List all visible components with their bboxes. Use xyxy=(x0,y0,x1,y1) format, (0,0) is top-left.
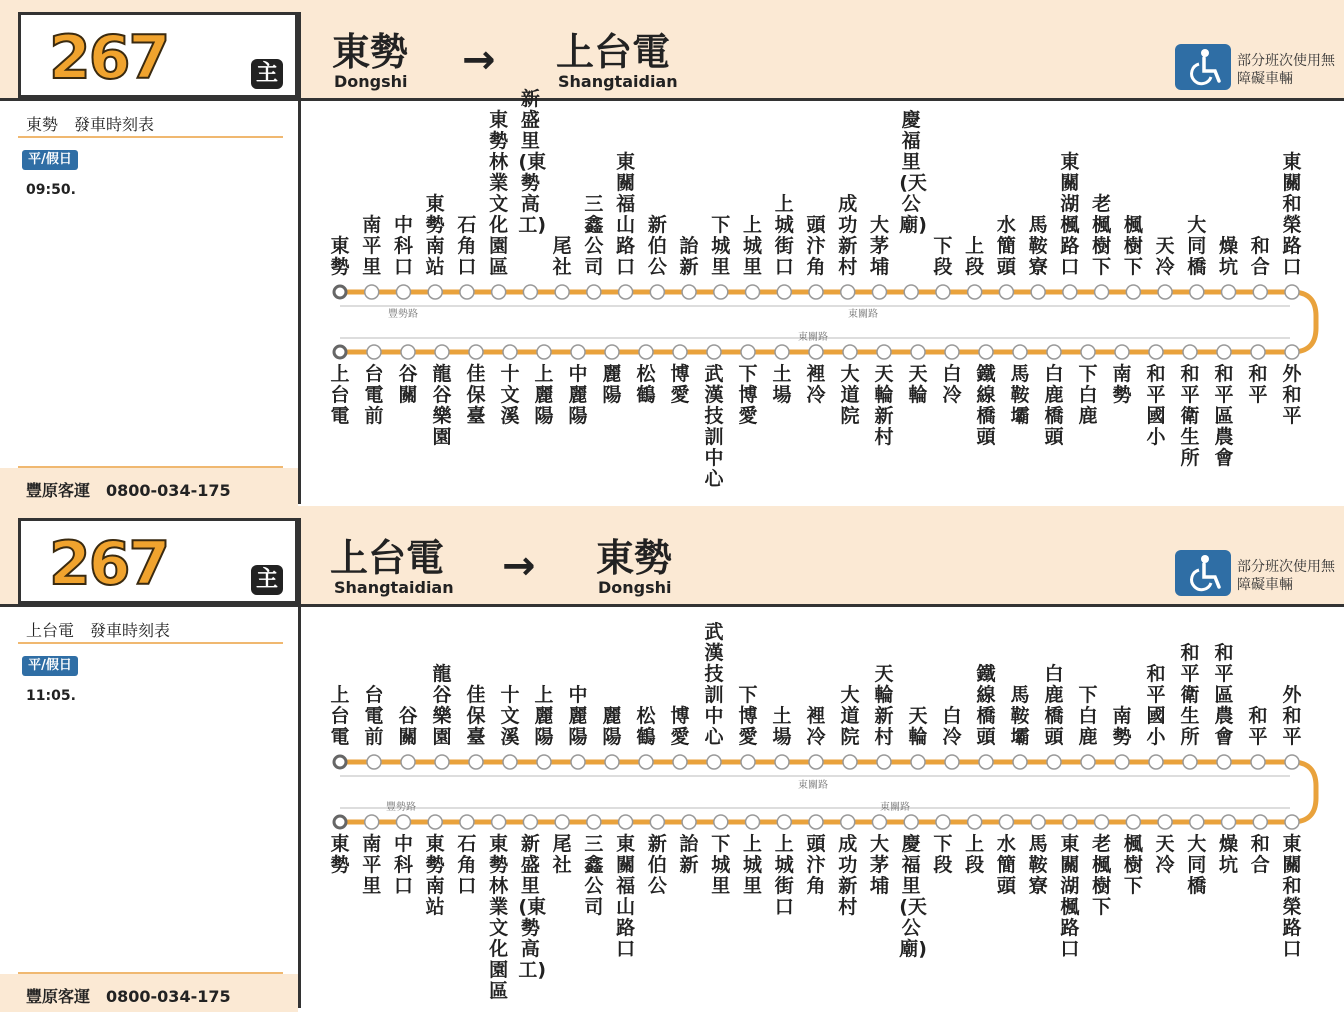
route-panel-1 xyxy=(0,0,1344,504)
stop-marker xyxy=(619,815,633,829)
stop-marker xyxy=(1222,815,1236,829)
stop-marker xyxy=(968,815,982,829)
stop-marker xyxy=(537,345,551,359)
stop-label: 和平國小 xyxy=(1146,663,1166,748)
stop-marker xyxy=(1285,815,1299,829)
stop-marker xyxy=(1031,285,1045,299)
stop-marker xyxy=(741,755,755,769)
stop-label: 大茅埔 xyxy=(869,214,889,278)
stop-marker xyxy=(1217,755,1231,769)
stop-label: 上台電 xyxy=(330,363,350,427)
stop-label: 下白鹿 xyxy=(1078,363,1098,427)
stop-marker xyxy=(428,285,442,299)
timetable-title: 東勢 發車時刻表 xyxy=(26,115,155,134)
stop-label: 谷關 xyxy=(398,705,418,748)
stop-label: 南勢 xyxy=(1112,363,1132,406)
stop-label: 東關福山路口 xyxy=(616,833,636,960)
road-label-dongguan-mid: 東關路 xyxy=(880,802,910,813)
stop-marker xyxy=(1253,285,1267,299)
stop-marker xyxy=(877,755,891,769)
stop-marker xyxy=(396,285,410,299)
stop-label: 和平 xyxy=(1248,705,1268,748)
stop-marker xyxy=(435,755,449,769)
main-route-badge: 主 xyxy=(251,565,283,595)
stop-label: 東勢 xyxy=(330,235,350,278)
stop-marker xyxy=(999,815,1013,829)
stop-marker xyxy=(741,345,755,359)
stop-label: 外和平 xyxy=(1282,684,1302,748)
stop-marker xyxy=(1285,755,1299,769)
stop-label: 南勢 xyxy=(1112,705,1132,748)
stop-label: 和合 xyxy=(1250,235,1270,278)
stop-label: 大道院 xyxy=(840,684,860,748)
stop-label: 東勢南站 xyxy=(425,193,445,278)
stop-label: 尾社 xyxy=(552,833,572,876)
stop-label: 成功新村 xyxy=(838,833,858,918)
stop-marker xyxy=(1285,345,1299,359)
stop-marker xyxy=(1190,815,1204,829)
stop-label: 天輪 xyxy=(908,363,928,406)
stop-label: 詒新 xyxy=(679,235,699,278)
stop-label: 下城里 xyxy=(711,833,731,897)
stop-label: 上麗陽 xyxy=(534,363,554,427)
stop-marker xyxy=(809,345,823,359)
stop-marker xyxy=(979,755,993,769)
stop-label: 新盛里(東勢高工) xyxy=(518,833,547,981)
stop-marker xyxy=(746,815,760,829)
stop-label: 老楓樹下 xyxy=(1092,833,1112,918)
stop-marker xyxy=(1081,755,1095,769)
stop-marker xyxy=(537,755,551,769)
stop-marker xyxy=(401,345,415,359)
stop-label: 三鑫公司 xyxy=(584,833,604,918)
route-panel-2 xyxy=(0,506,1344,1008)
stop-label: 三鑫公司 xyxy=(584,193,604,278)
stop-marker xyxy=(1158,285,1172,299)
stop-marker xyxy=(367,755,381,769)
direction-arrow: → xyxy=(502,543,536,589)
stop-label: 天輪新村 xyxy=(874,663,894,748)
main-route-badge: 主 xyxy=(251,59,283,89)
accessibility-note: 部分班次使用無障礙車輛 xyxy=(1237,559,1335,593)
stop-label: 天冷 xyxy=(1155,833,1175,876)
stop-marker xyxy=(707,345,721,359)
stop-marker xyxy=(435,345,449,359)
stop-label: 慶福里(天公廟) xyxy=(899,833,927,960)
stop-marker xyxy=(1013,345,1027,359)
stop-label: 裡冷 xyxy=(806,705,826,748)
stop-label: 南平里 xyxy=(362,833,382,897)
stop-label: 和平衛生所 xyxy=(1180,642,1200,748)
stop-label: 上城里 xyxy=(743,833,763,897)
stop-label: 上台電 xyxy=(330,684,350,748)
stop-marker xyxy=(999,285,1013,299)
stop-label: 中麗陽 xyxy=(568,684,588,748)
company-contact: 豐原客運 0800-034-175 xyxy=(26,481,231,500)
origin-name-en: Shangtaidian xyxy=(334,578,454,597)
stop-label: 新伯公 xyxy=(647,833,667,897)
stop-label: 大同橋 xyxy=(1187,214,1207,278)
stop-label: 和平衛生所 xyxy=(1180,363,1200,469)
stop-marker xyxy=(775,345,789,359)
stop-marker xyxy=(673,345,687,359)
origin-name-en: Dongshi xyxy=(334,72,408,91)
destination-name-en: Shangtaidian xyxy=(558,72,678,91)
stop-marker xyxy=(1253,815,1267,829)
stop-marker xyxy=(936,285,950,299)
accessibility-note: 部分班次使用無障礙車輛 xyxy=(1237,53,1335,87)
stop-marker xyxy=(872,815,886,829)
departure-times: 11:05. xyxy=(26,688,76,704)
stop-label: 石角口 xyxy=(457,833,477,897)
stop-label: 松鶴 xyxy=(636,363,656,406)
destination-name-en: Dongshi xyxy=(598,578,672,597)
road-label-fengshi: 豐勢路 xyxy=(388,309,418,320)
stop-label: 博愛 xyxy=(670,705,690,748)
stop-label: 東關福山路口 xyxy=(616,151,636,278)
stop-marker xyxy=(707,755,721,769)
stop-marker xyxy=(841,285,855,299)
stop-label: 楓樹下 xyxy=(1123,833,1143,897)
stop-label: 下段 xyxy=(933,833,953,876)
stop-label: 武漢技訓中心 xyxy=(704,363,724,490)
stop-marker xyxy=(639,755,653,769)
stop-label: 下白鹿 xyxy=(1078,684,1098,748)
stop-marker xyxy=(714,815,728,829)
stop-marker xyxy=(877,345,891,359)
stop-label: 下博愛 xyxy=(738,684,758,748)
route-number: 267 xyxy=(49,23,169,93)
stop-label: 白冷 xyxy=(942,705,962,748)
stop-label: 東勢 xyxy=(330,833,350,876)
stop-label: 土場 xyxy=(772,705,792,748)
stop-marker xyxy=(1285,285,1299,299)
stop-marker xyxy=(809,285,823,299)
stop-marker xyxy=(555,815,569,829)
stop-label: 十文溪 xyxy=(500,363,520,427)
stop-label: 台電前 xyxy=(364,363,384,427)
stop-label: 麗陽 xyxy=(602,363,622,406)
stop-label: 上段 xyxy=(965,833,985,876)
stop-marker xyxy=(492,285,506,299)
stop-label: 馬鞍壩 xyxy=(1010,363,1030,427)
stop-marker xyxy=(1095,815,1109,829)
stop-label: 台電前 xyxy=(364,684,384,748)
stop-label: 武漢技訓中心 xyxy=(704,621,724,748)
stop-label: 頭汴角 xyxy=(806,214,826,278)
destination-name: 東勢 xyxy=(596,536,673,580)
stop-label: 成功新村 xyxy=(838,193,858,278)
stop-marker xyxy=(809,815,823,829)
stop-marker xyxy=(587,285,601,299)
stop-label: 慶福里(天公廟) xyxy=(899,109,927,236)
stop-marker xyxy=(979,345,993,359)
stop-label: 裡冷 xyxy=(806,363,826,406)
stop-marker xyxy=(365,815,379,829)
company-contact: 豐原客運 0800-034-175 xyxy=(26,987,231,1006)
stop-marker xyxy=(945,755,959,769)
stop-label: 詒新 xyxy=(679,833,699,876)
stop-marker xyxy=(843,345,857,359)
stop-label: 下博愛 xyxy=(738,363,758,427)
stop-label: 上城街口 xyxy=(774,193,794,278)
stop-label: 東關湖楓路口 xyxy=(1060,833,1080,960)
stop-label: 谷關 xyxy=(398,363,418,406)
stop-marker xyxy=(619,285,633,299)
stop-label: 十文溪 xyxy=(500,684,520,748)
stop-label: 東勢南站 xyxy=(425,833,445,918)
stop-marker xyxy=(571,345,585,359)
stop-label: 佳保臺 xyxy=(466,363,486,427)
stop-label: 新伯公 xyxy=(647,214,667,278)
stop-label: 燥坑 xyxy=(1219,235,1239,278)
route-number: 267 xyxy=(49,529,169,599)
stop-marker xyxy=(1115,755,1129,769)
road-label-fengshi: 豐勢路 xyxy=(386,802,416,813)
stop-marker xyxy=(334,286,346,298)
stop-marker xyxy=(1217,345,1231,359)
stop-label: 大茅埔 xyxy=(869,833,889,897)
road-label-dongguan: 東關路 xyxy=(798,780,828,791)
stop-label: 下城里 xyxy=(711,214,731,278)
stop-label: 土場 xyxy=(772,363,792,406)
stop-label: 麗陽 xyxy=(602,705,622,748)
stop-marker xyxy=(1126,815,1140,829)
stop-marker xyxy=(936,815,950,829)
stop-marker xyxy=(460,285,474,299)
stop-label: 中麗陽 xyxy=(568,363,588,427)
stop-marker xyxy=(1149,755,1163,769)
stop-label: 水簡頭 xyxy=(996,214,1016,278)
stop-marker xyxy=(334,756,346,768)
stop-marker xyxy=(605,755,619,769)
origin-name: 上台電 xyxy=(330,536,445,580)
stop-label: 上段 xyxy=(965,235,985,278)
stop-marker xyxy=(843,755,857,769)
stop-label: 馬鞍壩 xyxy=(1010,684,1030,748)
stop-label: 中科口 xyxy=(393,833,413,897)
stop-marker xyxy=(401,755,415,769)
stop-marker xyxy=(523,815,537,829)
stop-label: 頭汴角 xyxy=(806,833,826,897)
stop-label: 天輪 xyxy=(908,705,928,748)
stop-marker xyxy=(428,815,442,829)
stop-marker xyxy=(1063,285,1077,299)
stop-marker xyxy=(1095,285,1109,299)
stop-label: 和平區農會 xyxy=(1214,363,1234,469)
stop-label: 中科口 xyxy=(393,214,413,278)
stop-label: 上城里 xyxy=(743,214,763,278)
stop-marker xyxy=(587,815,601,829)
day-type-badge: 平/假日 xyxy=(22,150,78,170)
stop-marker xyxy=(945,345,959,359)
timetable-title: 上台電 發車時刻表 xyxy=(26,621,171,640)
stop-marker xyxy=(1063,815,1077,829)
stop-marker xyxy=(650,285,664,299)
stop-label: 尾社 xyxy=(552,235,572,278)
stop-label: 上麗陽 xyxy=(534,684,554,748)
stop-marker xyxy=(714,285,728,299)
stop-marker xyxy=(682,285,696,299)
stop-label: 博愛 xyxy=(670,363,690,406)
stop-label: 和合 xyxy=(1250,833,1270,876)
stop-label: 東勢林業文化園區 xyxy=(489,833,509,1002)
stop-label: 龍谷樂園 xyxy=(432,663,452,748)
stop-marker xyxy=(1183,345,1197,359)
stop-marker xyxy=(1251,755,1265,769)
stop-marker xyxy=(911,755,925,769)
stop-label: 東關湖楓路口 xyxy=(1060,151,1080,278)
stop-label: 佳保臺 xyxy=(466,684,486,748)
stop-label: 天冷 xyxy=(1155,235,1175,278)
stop-marker xyxy=(396,815,410,829)
stop-marker xyxy=(650,815,664,829)
stop-label: 大道院 xyxy=(840,363,860,427)
stop-label: 鐵線橋頭 xyxy=(976,663,996,748)
stop-marker xyxy=(1149,345,1163,359)
stop-marker xyxy=(605,345,619,359)
stop-marker xyxy=(555,285,569,299)
stop-label: 上城街口 xyxy=(774,833,794,918)
stop-marker xyxy=(777,815,791,829)
stop-label: 天輪新村 xyxy=(874,363,894,448)
stop-marker xyxy=(911,345,925,359)
stop-marker xyxy=(334,816,346,828)
stop-marker xyxy=(682,815,696,829)
stop-marker xyxy=(365,285,379,299)
stop-marker xyxy=(904,815,918,829)
stop-marker xyxy=(334,346,346,358)
stop-marker xyxy=(367,345,381,359)
stop-marker xyxy=(841,815,855,829)
stop-marker xyxy=(904,285,918,299)
stop-label: 鐵線橋頭 xyxy=(976,363,996,448)
stop-label: 水簡頭 xyxy=(996,833,1016,897)
stop-marker xyxy=(872,285,886,299)
stop-label: 下段 xyxy=(933,235,953,278)
stop-label: 燥坑 xyxy=(1219,833,1239,876)
stop-marker xyxy=(523,285,537,299)
stop-label: 東關和榮路口 xyxy=(1282,151,1302,278)
road-label-dongguan-mid: 東關路 xyxy=(798,332,828,343)
stop-label: 白冷 xyxy=(942,363,962,406)
stop-marker xyxy=(775,755,789,769)
stop-marker xyxy=(469,755,483,769)
stop-label: 和平區農會 xyxy=(1214,642,1234,748)
stop-marker xyxy=(639,345,653,359)
stop-marker xyxy=(1183,755,1197,769)
stop-marker xyxy=(1222,285,1236,299)
stop-marker xyxy=(1081,345,1095,359)
stop-label: 白鹿橋頭 xyxy=(1044,663,1064,748)
stop-marker xyxy=(571,755,585,769)
stop-label: 外和平 xyxy=(1282,363,1302,427)
stop-marker xyxy=(968,285,982,299)
departure-times: 09:50. xyxy=(26,182,76,198)
stop-marker xyxy=(1047,755,1061,769)
stop-marker xyxy=(809,755,823,769)
stop-marker xyxy=(460,815,474,829)
stop-label: 老楓樹下 xyxy=(1092,193,1112,278)
stop-marker xyxy=(1126,285,1140,299)
stop-marker xyxy=(1190,285,1204,299)
stop-label: 石角口 xyxy=(457,214,477,278)
stop-label: 和平 xyxy=(1248,363,1268,406)
stop-marker xyxy=(1115,345,1129,359)
destination-name: 上台電 xyxy=(556,30,671,74)
stop-marker xyxy=(503,345,517,359)
stop-label: 白鹿橋頭 xyxy=(1044,363,1064,448)
origin-name: 東勢 xyxy=(332,30,409,74)
stop-label: 龍谷樂園 xyxy=(432,363,452,448)
stop-marker xyxy=(492,815,506,829)
direction-arrow: → xyxy=(462,37,496,83)
stop-marker xyxy=(777,285,791,299)
stop-marker xyxy=(1047,345,1061,359)
stop-label: 馬鞍寮 xyxy=(1028,833,1048,897)
stop-marker xyxy=(1013,755,1027,769)
stop-label: 新盛里(東勢高工) xyxy=(518,88,547,236)
stop-label: 和平國小 xyxy=(1146,363,1166,448)
stop-marker xyxy=(503,755,517,769)
stop-marker xyxy=(469,345,483,359)
road-label-dongguan: 東關路 xyxy=(848,309,878,320)
stop-marker xyxy=(1251,345,1265,359)
stop-label: 南平里 xyxy=(362,214,382,278)
stop-label: 楓樹下 xyxy=(1123,214,1143,278)
stop-marker xyxy=(1031,815,1045,829)
stop-marker xyxy=(673,755,687,769)
day-type-badge: 平/假日 xyxy=(22,656,78,676)
stop-marker xyxy=(1158,815,1172,829)
stop-label: 東勢林業文化園區 xyxy=(489,109,509,278)
stop-label: 大同橋 xyxy=(1187,833,1207,897)
stop-label: 東關和榮路口 xyxy=(1282,833,1302,960)
stop-marker xyxy=(746,285,760,299)
route-line-diagram xyxy=(0,506,1344,1008)
stop-label: 馬鞍寮 xyxy=(1028,214,1048,278)
stop-label: 松鶴 xyxy=(636,705,656,748)
